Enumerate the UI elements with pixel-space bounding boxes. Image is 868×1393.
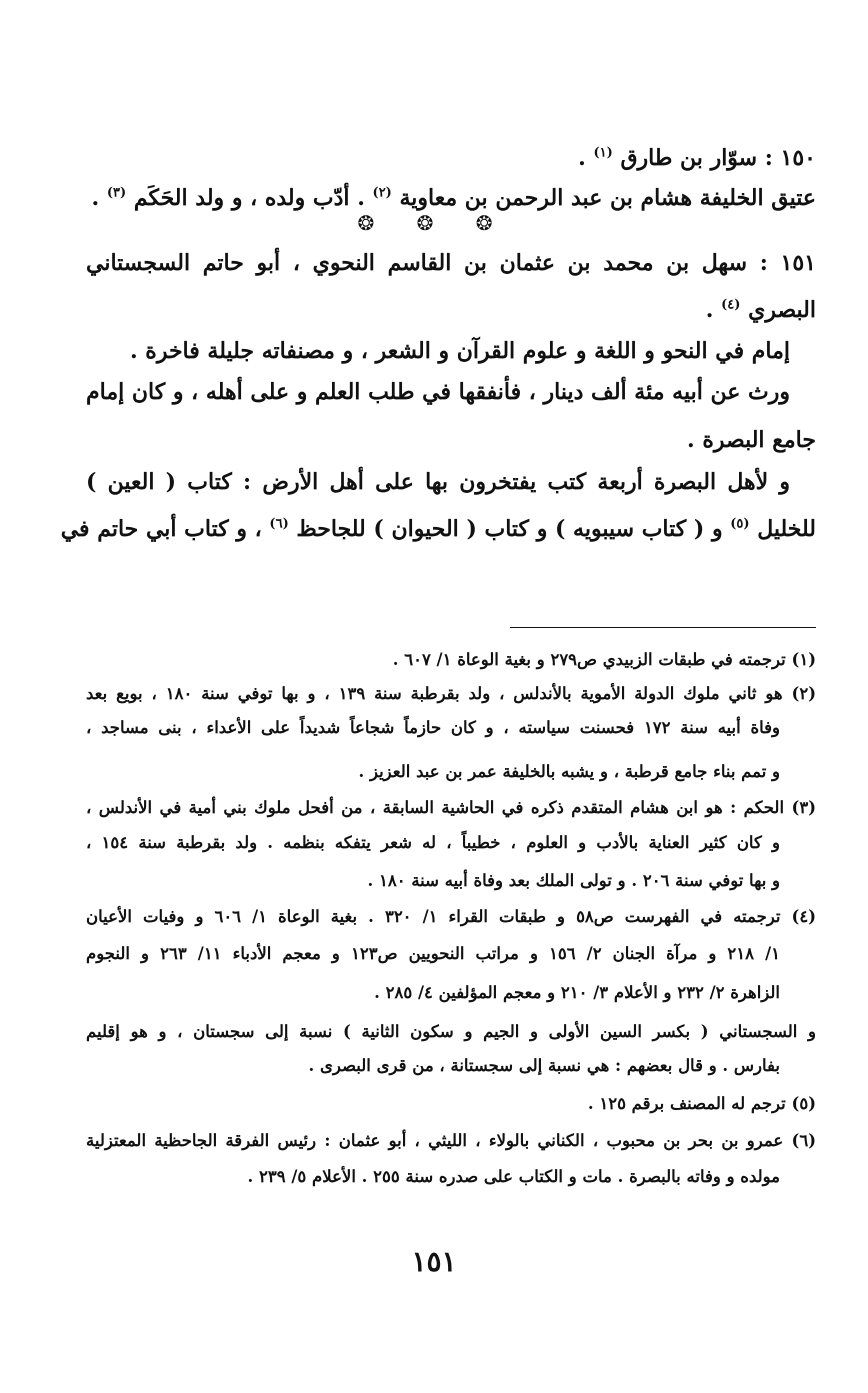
entry-151-p1-text: إمام في النحو و اللغة و علوم القرآن و الشعر ، و مصنفاته جليلة فاخرة . <box>129 338 790 364</box>
section-separator: ❂ ❂ ❂ <box>357 211 511 235</box>
footnote-ref-2: (٢) <box>372 185 392 201</box>
footnote-line: مولده و وفاته بالبصرة . مات و الكتاب على صدره سنة ٢٥٥ . الأعلام ٥/ ٢٣٩ . <box>247 1167 780 1186</box>
footnote-line: (١) ترجمته في طبقات الزبيدي ص٢٧٩ و بغية الوعاة ١/ ٦٠٧ . <box>392 650 816 669</box>
entry-150-text-b: . أدّب ولده ، و ولد الحَكَم <box>133 185 365 211</box>
entry-151-heading-cont <box>86 295 816 325</box>
footnote-ref-1: (١) <box>593 145 613 161</box>
footnote-line: (٦) عمرو بن بحر بن محبوب ، الكناني بالولاء ، الليثي ، أبو عثمان : رئيس الفرقة الجاحظية المعتزلية <box>86 1131 816 1150</box>
entry-151-paragraph-3-line-2 <box>60 514 816 544</box>
footnote-ref-6: (٦) <box>269 516 289 532</box>
footnote-divider <box>510 627 816 628</box>
entry-150-text-c: . <box>91 185 100 211</box>
entry-151-paragraph-1 <box>86 336 816 366</box>
footnote-line: وفاة أبيه سنة ١٧٢ فحسنت سياسته ، و كان حازماً شجاعاً شديداً على الأعداء ، بنى مساجد ، <box>86 718 780 737</box>
footnote-ref-3: (٣) <box>106 185 127 201</box>
footnote-line: بفارس . و قال بعضهم : هي نسبة إلى سجستانة ، من قرى البصرى . <box>308 1056 780 1075</box>
entry-150-body <box>86 183 816 213</box>
footnote-line: ١/ ٢١٨ و مرآة الجنان ٢/ ١٥٦ و مراتب النحويين ص١٢٣ و معجم الأدباء ١١/ ٢٦٣ و النجوم <box>86 944 780 963</box>
footnote-line: الزاهرة ٢/ ٢٣٢ و الأعلام ٣/ ٢١٠ و معجم المؤلفين ٤/ ٢٨٥ . <box>374 983 780 1002</box>
entry-151-p3-text-c: ، و كتاب أبي حاتم في <box>60 516 262 542</box>
entry-151-paragraph-3-line-1: و لأهل البصرة أربعة كتب يفتخرون بها على أهل الأرض : كتاب ( العين ) <box>86 469 790 495</box>
entry-151-heading: ١٥١ : سهل بن محمد بن عثمان بن القاسم النحوي ، أبو حاتم السجستاني <box>86 250 816 276</box>
entry-151-paragraph-2-line-1: ورث عن أبيه مئة ألف دينار ، فأنفقها في طلب العلم و على أهله ، و كان إمام <box>86 379 790 405</box>
entry-151-p3-text-a: للخليل <box>757 516 816 542</box>
footnote-line: و تمم بناء جامع قرطبة ، و يشبه بالخليفة عمر بن عبد العزيز . <box>358 762 780 781</box>
entry-151-paragraph-2-line-2: جامع البصرة . <box>687 427 816 453</box>
entry-151-period: . <box>705 297 714 323</box>
footnote-line: و السجستاني ( بكسر السين الأولى و الجيم و سكون الثانية ) نسبة إلى سجستان ، و هو إقليم <box>86 1022 816 1041</box>
footnote-ref-4: (٤) <box>721 297 741 313</box>
entry-150-title: ١٥٠ : سوّار بن طارق <box>620 145 816 171</box>
entry-150-heading <box>86 143 816 173</box>
footnote-line: و بها توفي سنة ٢٠٦ . و تولى الملك بعد وفاة أبيه سنة ١٨٠ . <box>367 871 780 890</box>
footnote-line: (٥) ترجم له المصنف برقم ١٢٥ . <box>587 1094 816 1113</box>
footnote-line: (٣) الحكم : هو ابن هشام المتقدم ذكره في الحاشية السابقة ، من أفحل ملوك بني أمية في الأندلس ، <box>86 798 816 817</box>
footnote-line: (٢) هو ثاني ملوك الدولة الأموية بالأندلس ، ولد بقرطبة سنة ١٣٩ ، و بها توفي سنة ١٨٠ ، بويع بعد <box>86 684 816 703</box>
entry-150-period: . <box>578 145 586 171</box>
footnote-line: (٤) ترجمته في الفهرست ص٥٨ و طبقات القراء ١/ ٣٢٠ . بغية الوعاة ١/ ٦٠٦ و وفيات الأعيان <box>86 907 816 926</box>
footnote-ref-5: (٥) <box>730 516 750 532</box>
entry-151-p3-text-b: و ( كتاب سيبويه ) و كتاب ( الحيوان ) للجاحظ <box>296 516 723 542</box>
page-number: ١٥١ <box>411 1245 457 1278</box>
entry-151-nisba: البصري <box>748 297 816 323</box>
entry-150-text-a: عتيق الخليفة هشام بن عبد الرحمن بن معاوية <box>399 185 816 211</box>
footnote-line: و كان كثير العناية بالأدب و العلوم ، خطيباً ، له شعر يتفكه بنظمه . ولد بقرطبة سنة ١٥٤ ، <box>86 833 780 852</box>
